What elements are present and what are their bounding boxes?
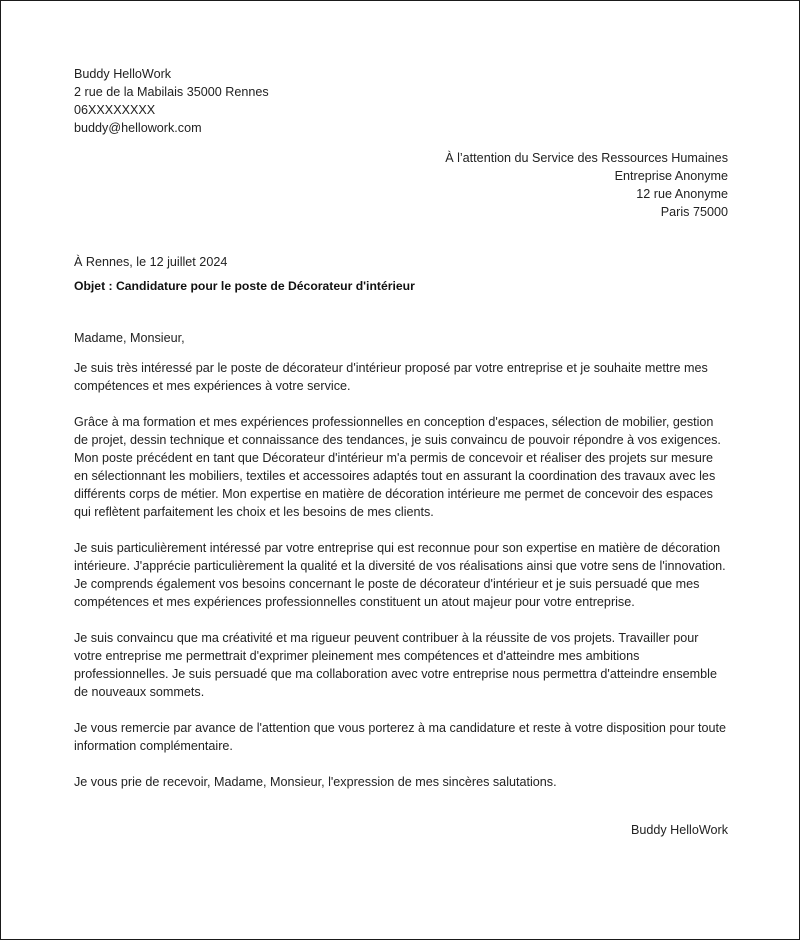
recipient-street: 12 rue Anonyme — [636, 187, 728, 201]
date-line: À Rennes, le 12 juillet 2024 — [74, 255, 228, 269]
body-paragraph-5: Je vous remercie par avance de l'attention que vous porterez à ma candidature et reste à votre disposition pour toute information complémentaire. — [74, 721, 727, 753]
body-paragraph-4: Je suis convaincu que ma créativité et ma rigueur peuvent contribuer à la réussite de vos projets. Travailler pour votre entreprise me permettrait d'exprimer pleinement mes compétences et d'atteindre mes ambitions professionnelles. Je suis persuadé que ma collaboration avec votre entreprise nous permettra d'atteindre ensemble de nouveaux sommets. — [74, 631, 717, 699]
sender-address: 2 rue de la Mabilais 35000 Rennes — [74, 85, 269, 99]
sender-name: Buddy HelloWork — [74, 67, 172, 81]
sender-block — [74, 65, 728, 137]
sender-phone: 06XXXXXXXX — [74, 103, 156, 117]
closing-paragraph: Je vous prie de recevoir, Madame, Monsieur, l'expression de mes sincères salutations. — [74, 775, 557, 789]
body-paragraph-1: Je suis très intéressé par le poste de décorateur d'intérieur proposé par votre entreprise et je souhaite mettre mes compétences et mes expériences à votre service. — [74, 361, 708, 393]
body-paragraph-3: Je suis particulièrement intéressé par votre entreprise qui est reconnue pour son expertise en matière de décoration intérieure. J'apprécie particulièrement la qualité et la diversité de vos réalisations ainsi que votre sens de l'innovation. Je comprends également vos besoins concernant le poste de décorateur d'intérieur et je suis persuadé que mes compétences et mes expériences professionnelles constituent un atout majeur pour votre entreprise. — [74, 541, 726, 609]
sender-email: buddy@hellowork.com — [74, 121, 202, 135]
subject-line: Objet : Candidature pour le poste de Décorateur d'intérieur — [74, 279, 415, 293]
recipient-city: Paris 75000 — [660, 205, 728, 219]
recipient-attention: À l’attention du Service des Ressources Humaines — [445, 151, 728, 165]
cover-letter — [74, 65, 728, 839]
recipient-company: Entreprise Anonyme — [614, 169, 728, 183]
recipient-block — [74, 149, 728, 221]
body-paragraph-2: Grâce à ma formation et mes expériences professionnelles en conception d'espaces, sélection de mobilier, gestion de projet, dessin technique et connaissance des tendances, je suis convaincu de pouvoir répondre à vos exigences. Mon poste précédent en tant que Décorateur d'intérieur m'a permis de concevoir et réaliser des projets sur mesure en sélectionnant les mobiliers, textiles et accessoires adaptés tout en assurant la coordination des travaux avec les différents corps de métier. Mon expertise en matière de décoration intérieure me permet de concevoir des espaces qui reflètent parfaitement les choix et les besoins de mes clients. — [74, 415, 721, 519]
signature: Buddy HelloWork — [630, 823, 728, 837]
salutation: Madame, Monsieur, — [74, 331, 185, 345]
